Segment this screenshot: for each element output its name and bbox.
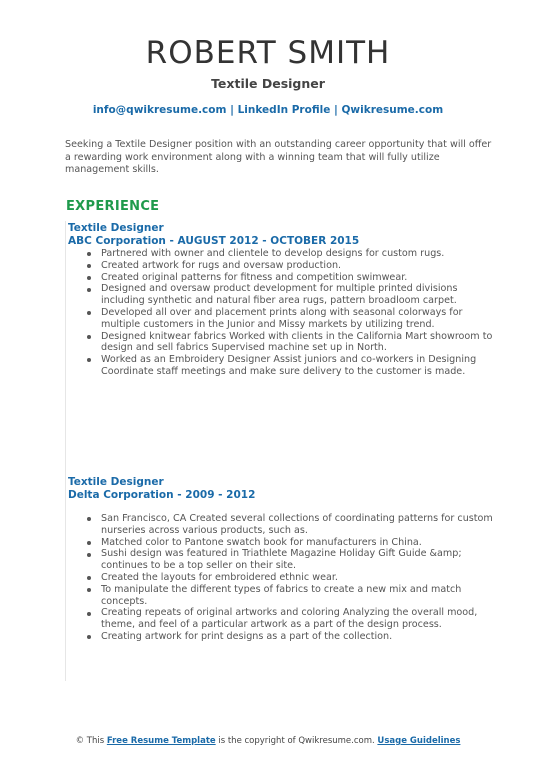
candidate-name: ROBERT SMITH <box>145 35 391 71</box>
job-entry-2 <box>68 476 498 643</box>
list-item: Created artwork for rugs and oversaw production. <box>85 260 498 272</box>
candidate-role: Textile Designer <box>211 76 325 91</box>
separator: | <box>226 104 238 116</box>
list-item: Sushi design was featured in Triathlete Magazine Holiday Gift Guide &amp; continues to be a top seller on their site. <box>85 548 498 572</box>
contact-line <box>0 104 536 116</box>
footer-copyright <box>0 736 536 746</box>
email-link[interactable]: info@qwikresume.com <box>92 104 227 116</box>
usage-guidelines-link[interactable]: Usage Guidelines <box>377 736 461 746</box>
job-dates: - AUGUST 2012 - OCTOBER 2015 <box>165 235 360 247</box>
list-item: Created original patterns for fitness and competition swimwear. <box>85 272 498 284</box>
list-item: Created the layouts for embroidered ethnic wear. <box>85 572 498 584</box>
list-item: To manipulate the different types of fabrics to create a new mix and match concepts. <box>85 584 498 608</box>
list-item: Worked as an Embroidery Designer Assist juniors and co-workers in Designing Coordinate staff meetings and make sure delivery to the customer is made. <box>85 354 498 378</box>
list-item: Creating artwork for print designs as a part of the collection. <box>85 631 498 643</box>
job-company <box>68 235 498 248</box>
separator: | <box>330 104 342 116</box>
list-item: Designed knitwear fabrics Worked with clients in the California Mart showroom to design and sell fabrics Supervised machine set up in North. <box>85 331 498 355</box>
section-divider <box>65 221 66 681</box>
list-item: Developed all over and placement prints along with seasonal colorways for multiple customers in the Junior and Missy markets by utilizing trend. <box>85 307 498 331</box>
website-link[interactable]: Qwikresume.com <box>341 104 444 116</box>
footer-middle: is the copyright of Qwikresume.com. <box>215 736 378 746</box>
free-template-link[interactable]: Free Resume Template <box>106 736 216 746</box>
job-company <box>68 489 498 502</box>
job-bullets <box>68 513 498 643</box>
job-bullets <box>68 248 498 378</box>
experience-heading: EXPERIENCE <box>66 199 160 214</box>
list-item: San Francisco, CA Created several collections of coordinating patterns for custom nurseries across various products, such as. <box>85 513 498 537</box>
company-name: Delta Corporation <box>68 489 174 501</box>
job-title: Textile Designer <box>68 476 164 488</box>
list-item: Partnered with owner and clientele to develop designs for custom rugs. <box>85 248 498 260</box>
job-dates: - 2009 - 2012 <box>173 489 256 501</box>
job-title: Textile Designer <box>68 222 164 234</box>
list-item: Creating repeats of original artworks and coloring Analyzing the overall mood, theme, and feel of a particular artwork as a part of the design process. <box>85 607 498 631</box>
list-item: Matched color to Pantone swatch book for manufacturers in China. <box>85 537 498 549</box>
company-name: ABC Corporation <box>68 235 166 247</box>
list-item: Designed and oversaw product development for multiple printed divisions including synthetic and natural fiber area rugs, pattern broadloom carpet. <box>85 283 498 307</box>
job-entry-1 <box>68 222 498 378</box>
linkedin-link[interactable]: LinkedIn Profile <box>237 104 331 116</box>
footer-prefix: © This <box>75 736 107 746</box>
summary-text: Seeking a Textile Designer position with an outstanding career opportunity that will offer a rewarding work environment along with a winning team that will fully utilize management skills. <box>65 139 492 175</box>
